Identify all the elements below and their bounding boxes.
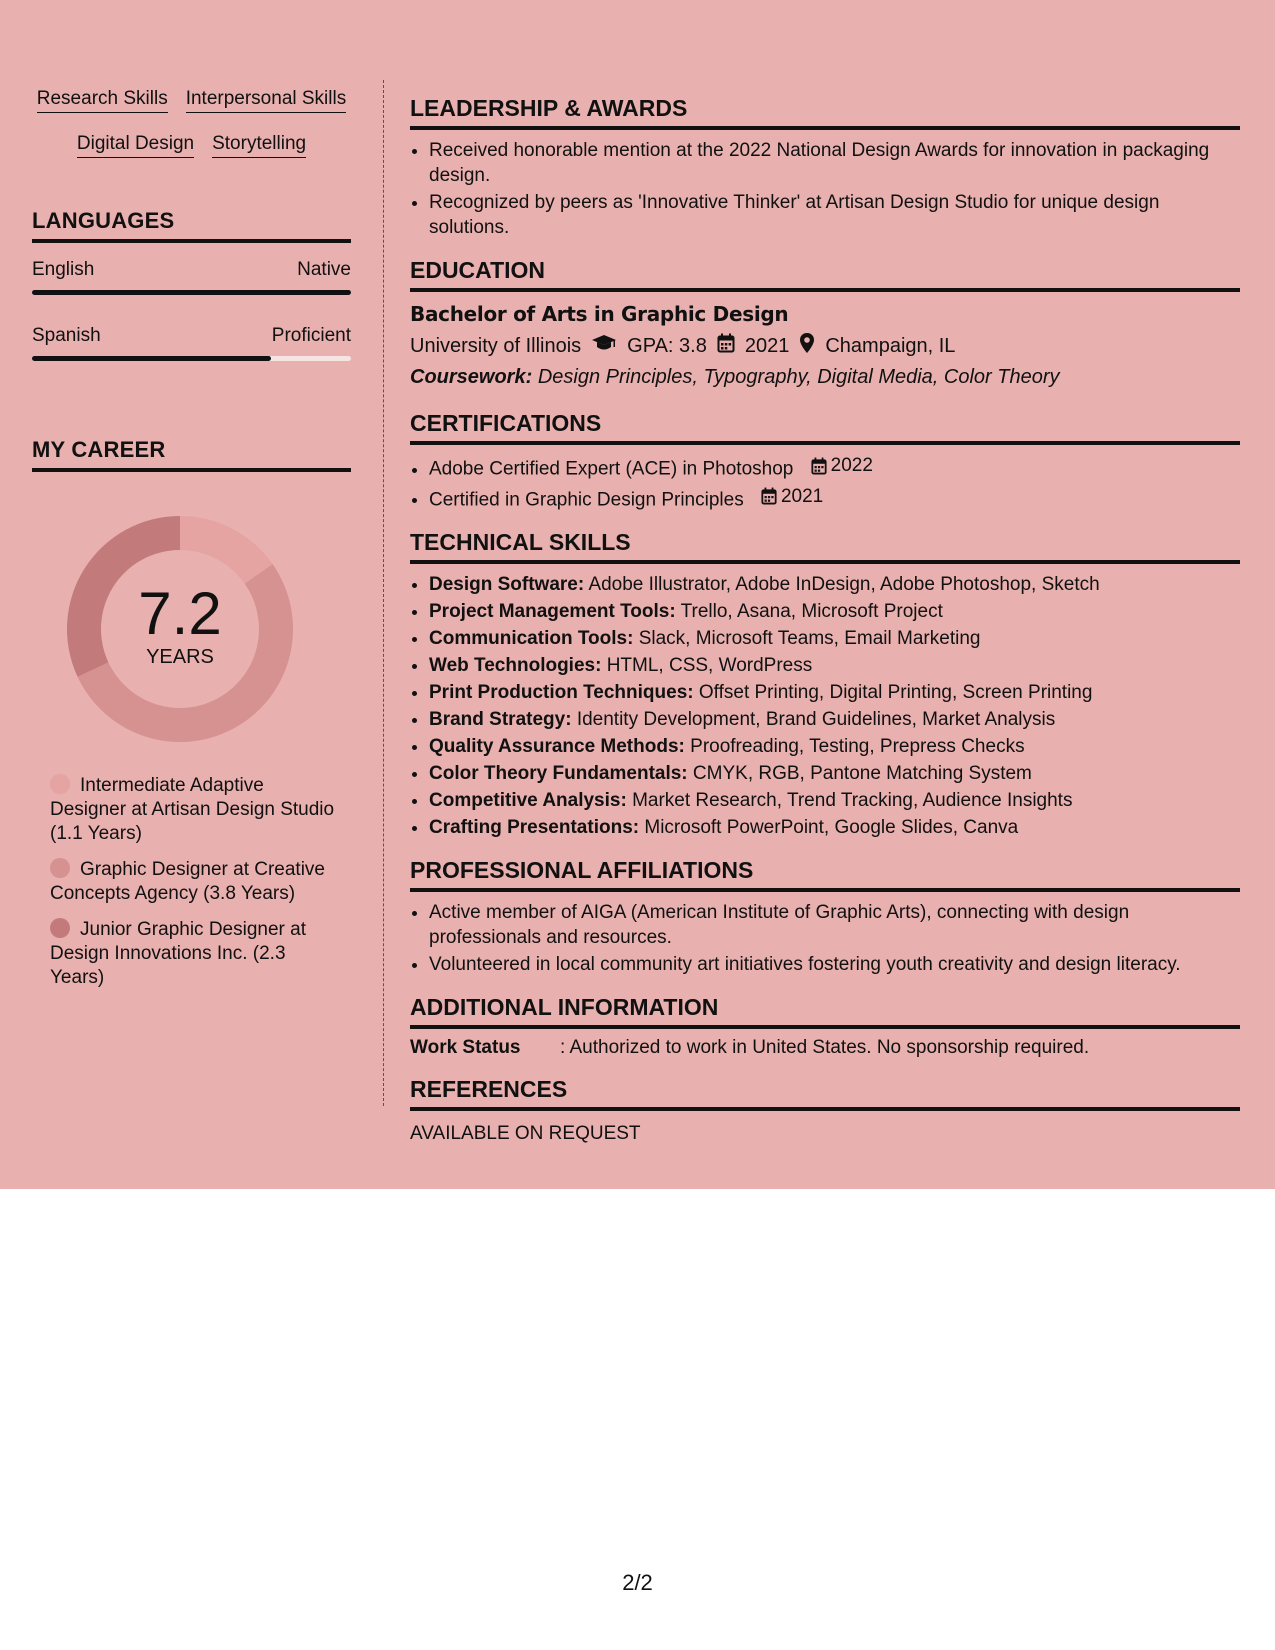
school-location: Champaign, IL bbox=[825, 334, 956, 357]
affiliation-item: • Volunteered in local community art initiatives fostering youth creativity and design literacy. bbox=[429, 952, 1240, 977]
skill-values: Microsoft PowerPoint, Google Slides, Canva bbox=[644, 817, 1019, 838]
skill-values: Proofreading, Testing, Prepress Checks bbox=[690, 736, 1025, 757]
leadership-heading: LEADERSHIP & AWARDS bbox=[410, 94, 1240, 130]
coursework bbox=[410, 366, 1240, 389]
right-column bbox=[410, 80, 1240, 1161]
skill-category: Communication Tools: bbox=[429, 628, 634, 649]
technical-skill-item bbox=[429, 653, 1240, 678]
career-legend bbox=[50, 774, 340, 990]
technical-skill-item bbox=[429, 680, 1240, 705]
language-level: Proficient bbox=[271, 325, 351, 346]
technical-skill-item bbox=[429, 599, 1240, 624]
leadership-section bbox=[410, 94, 1240, 240]
graduation-cap-icon bbox=[591, 334, 617, 358]
affiliation-item: • Active member of AIGA (American Institute of Graphic Arts), connecting with design professionals and resources. bbox=[429, 900, 1240, 950]
additional-info-section bbox=[410, 993, 1240, 1059]
skill-category: Color Theory Fundamentals: bbox=[429, 763, 688, 784]
skill-category: Design Software: bbox=[429, 574, 585, 595]
certification-item bbox=[429, 484, 1240, 513]
gpa: GPA: 3.8 bbox=[627, 334, 707, 357]
skill-values: Trello, Asana, Microsoft Project bbox=[680, 601, 943, 622]
skill-category: Project Management Tools: bbox=[429, 601, 676, 622]
education-heading: EDUCATION bbox=[410, 256, 1240, 292]
technical-skill-item bbox=[429, 734, 1240, 759]
certification-item bbox=[429, 453, 1240, 482]
skills-tags bbox=[32, 80, 351, 158]
skill-values: Market Research, Trend Tracking, Audience Insights bbox=[632, 790, 1073, 811]
legend-item bbox=[50, 858, 340, 906]
references-heading: REFERENCES bbox=[410, 1075, 1240, 1111]
skill-category: Web Technologies: bbox=[429, 655, 602, 676]
technical-skills-section bbox=[410, 528, 1240, 840]
skill-category: Print Production Techniques: bbox=[429, 682, 694, 703]
certifications-section bbox=[410, 409, 1240, 512]
skill-values: CMYK, RGB, Pantone Matching System bbox=[692, 763, 1032, 784]
skill-tag: Interpersonal Skills bbox=[186, 88, 347, 113]
work-status-value: : Authorized to work in United States. No sponsorship required. bbox=[560, 1037, 1090, 1058]
certifications-heading: CERTIFICATIONS bbox=[410, 409, 1240, 445]
skill-category: Crafting Presentations: bbox=[429, 817, 640, 838]
legend-dot-icon bbox=[50, 774, 70, 794]
skill-values: Adobe Illustrator, Adobe InDesign, Adobe Photoshop, Sketch bbox=[588, 574, 1100, 595]
calendar-icon bbox=[717, 333, 735, 359]
references-section bbox=[410, 1075, 1240, 1145]
language-bar bbox=[32, 356, 351, 361]
technical-skill-item bbox=[429, 761, 1240, 786]
additional-info-heading: ADDITIONAL INFORMATION bbox=[410, 993, 1240, 1029]
language-level: Native bbox=[297, 259, 351, 280]
legend-dot-icon bbox=[50, 918, 70, 938]
technical-skill-item bbox=[429, 707, 1240, 732]
skill-values: Offset Printing, Digital Printing, Screen Printing bbox=[698, 682, 1093, 703]
skill-tag: Storytelling bbox=[212, 133, 306, 158]
technical-skill-item bbox=[429, 572, 1240, 597]
certification-name: Certified in Graphic Design Principles bbox=[429, 489, 744, 510]
references-text: AVAILABLE ON REQUEST bbox=[410, 1123, 641, 1144]
affiliations-heading: PROFESSIONAL AFFILIATIONS bbox=[410, 856, 1240, 892]
career-donut-chart bbox=[65, 514, 295, 744]
location-pin-icon bbox=[799, 332, 815, 360]
skill-values: Slack, Microsoft Teams, Email Marketing bbox=[638, 628, 981, 649]
coursework-list: Design Principles, Typography, Digital Media, Color Theory bbox=[537, 366, 1060, 388]
skill-category: Brand Strategy: bbox=[429, 709, 572, 730]
calendar-icon bbox=[811, 457, 827, 475]
legend-label: Graphic Designer at Creative Concepts Agency (3.8 Years) bbox=[50, 859, 325, 904]
skill-category: Quality Assurance Methods: bbox=[429, 736, 685, 757]
certification-name: Adobe Certified Expert (ACE) in Photoshop bbox=[429, 458, 794, 480]
language-bar-fill bbox=[32, 290, 351, 295]
legend-label: Junior Graphic Designer at Design Innovations Inc. (2.3 Years) bbox=[50, 919, 306, 988]
language-bar bbox=[32, 290, 351, 295]
affiliations-section bbox=[410, 856, 1240, 977]
technical-skills-heading: TECHNICAL SKILLS bbox=[410, 528, 1240, 564]
certification-year: 2022 bbox=[830, 455, 873, 476]
skill-category: Competitive Analysis: bbox=[429, 790, 627, 811]
skill-tag: Digital Design bbox=[77, 133, 194, 158]
career-total-unit: YEARS bbox=[146, 645, 214, 668]
career-heading: MY CAREER bbox=[32, 437, 351, 472]
language-spanish bbox=[32, 325, 351, 361]
language-english bbox=[32, 259, 351, 295]
graduation-year: 2021 bbox=[744, 334, 790, 357]
education-section bbox=[410, 256, 1240, 389]
leadership-item: • Received honorable mention at the 2022 National Design Awards for innovation in packaging design. bbox=[429, 138, 1240, 188]
certification-year: 2021 bbox=[780, 485, 824, 507]
legend-item bbox=[50, 774, 340, 846]
school-name: University of Illinois bbox=[410, 334, 582, 357]
technical-skill-item bbox=[429, 788, 1240, 813]
language-name: Spanish bbox=[32, 325, 101, 346]
skill-values: Identity Development, Brand Guidelines, Market Analysis bbox=[576, 709, 1056, 730]
calendar-icon bbox=[761, 487, 777, 505]
technical-skill-item bbox=[429, 626, 1240, 651]
languages-heading: LANGUAGES bbox=[32, 208, 351, 243]
legend-item bbox=[50, 918, 340, 990]
skill-values: HTML, CSS, WordPress bbox=[606, 655, 813, 676]
skill-tag: Research Skills bbox=[37, 88, 168, 113]
legend-label: Intermediate Adaptive Designer at Artisan Design Studio (1.1 Years) bbox=[50, 775, 335, 844]
column-divider bbox=[383, 80, 384, 1106]
coursework-label: Coursework: bbox=[410, 366, 533, 388]
degree-title: Bachelor of Arts in Graphic Design bbox=[410, 302, 789, 326]
language-name: English bbox=[32, 259, 95, 280]
legend-dot-icon bbox=[50, 858, 70, 878]
left-column bbox=[32, 80, 351, 1002]
language-bar-fill bbox=[32, 356, 271, 361]
technical-skill-item bbox=[429, 815, 1240, 840]
work-status-label: Work Status bbox=[410, 1037, 521, 1058]
education-details bbox=[410, 332, 1240, 360]
career-total-years: 7.2 bbox=[138, 579, 222, 647]
page-number: 2/2 bbox=[622, 1570, 653, 1595]
leadership-item: • Recognized by peers as 'Innovative Thinker' at Artisan Design Studio for unique design solutions. bbox=[429, 190, 1240, 240]
